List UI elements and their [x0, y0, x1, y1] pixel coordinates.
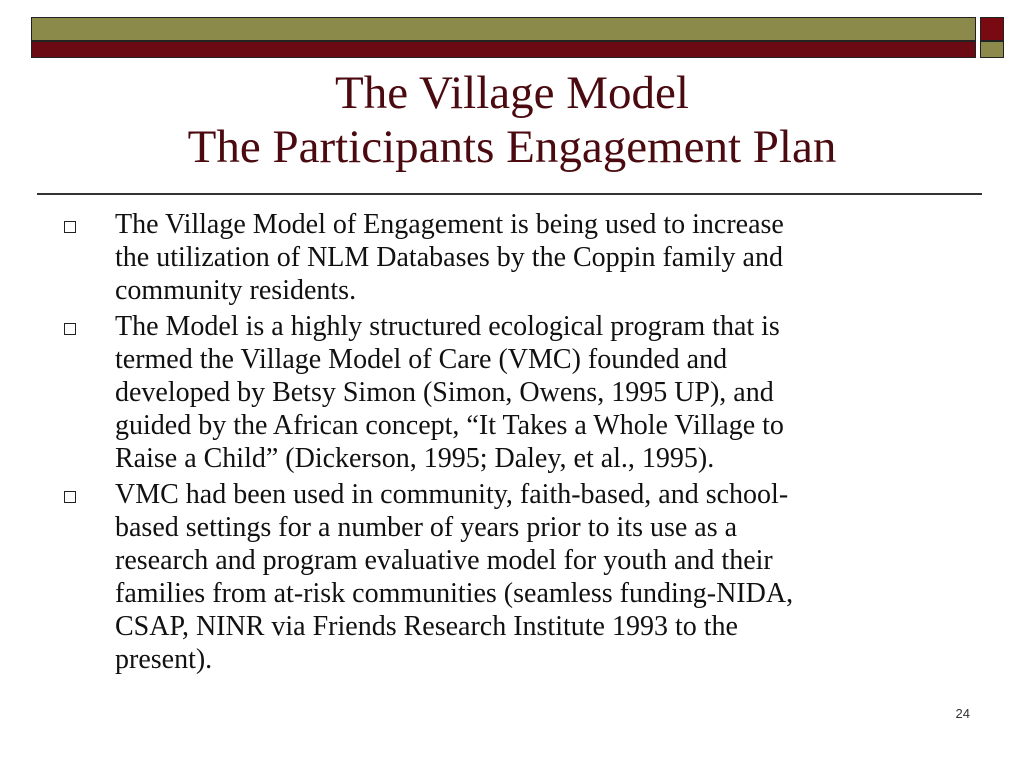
corner-square-maroon	[980, 17, 1004, 41]
bullet-item	[60, 478, 960, 676]
square-bullet-icon	[64, 323, 76, 335]
slide-number: 24	[955, 706, 970, 721]
header-band-maroon	[31, 41, 976, 58]
bullet-text: The Village Model of Engagement is being used to increase the utilization of NLM Databases by the Coppin family and community residents.	[115, 209, 784, 306]
bullet-item	[60, 310, 960, 475]
corner-square-olive	[980, 41, 1004, 58]
square-bullet-icon	[64, 491, 76, 503]
bullet-item	[60, 208, 960, 307]
slide-title-line-2: The Participants Engagement Plan	[187, 121, 837, 173]
bullet-list	[60, 208, 960, 679]
square-bullet-icon	[64, 221, 76, 233]
title-divider	[37, 193, 982, 195]
slide-title-line-1: The Village Model	[335, 67, 689, 119]
header-band-olive	[31, 17, 976, 41]
bullet-text: VMC had been used in community, faith-based, and school- based settings for a number of years prior to its use as a research and program evaluative model for youth and their families from at-risk communities (seamless funding-NIDA, CSAP, NINR via Friends Research Institute 1993 to the present).	[115, 479, 794, 675]
bullet-text: The Model is a highly structured ecological program that is termed the Village Model of Care (VMC) founded and developed by Betsy Simon (Simon, Owens, 1995 UP), and guided by the African concept, “It Takes a Whole Village to Raise a Child” (Dickerson, 1995; Daley, et al., 1995).	[115, 311, 784, 474]
slide-title	[0, 66, 1024, 174]
